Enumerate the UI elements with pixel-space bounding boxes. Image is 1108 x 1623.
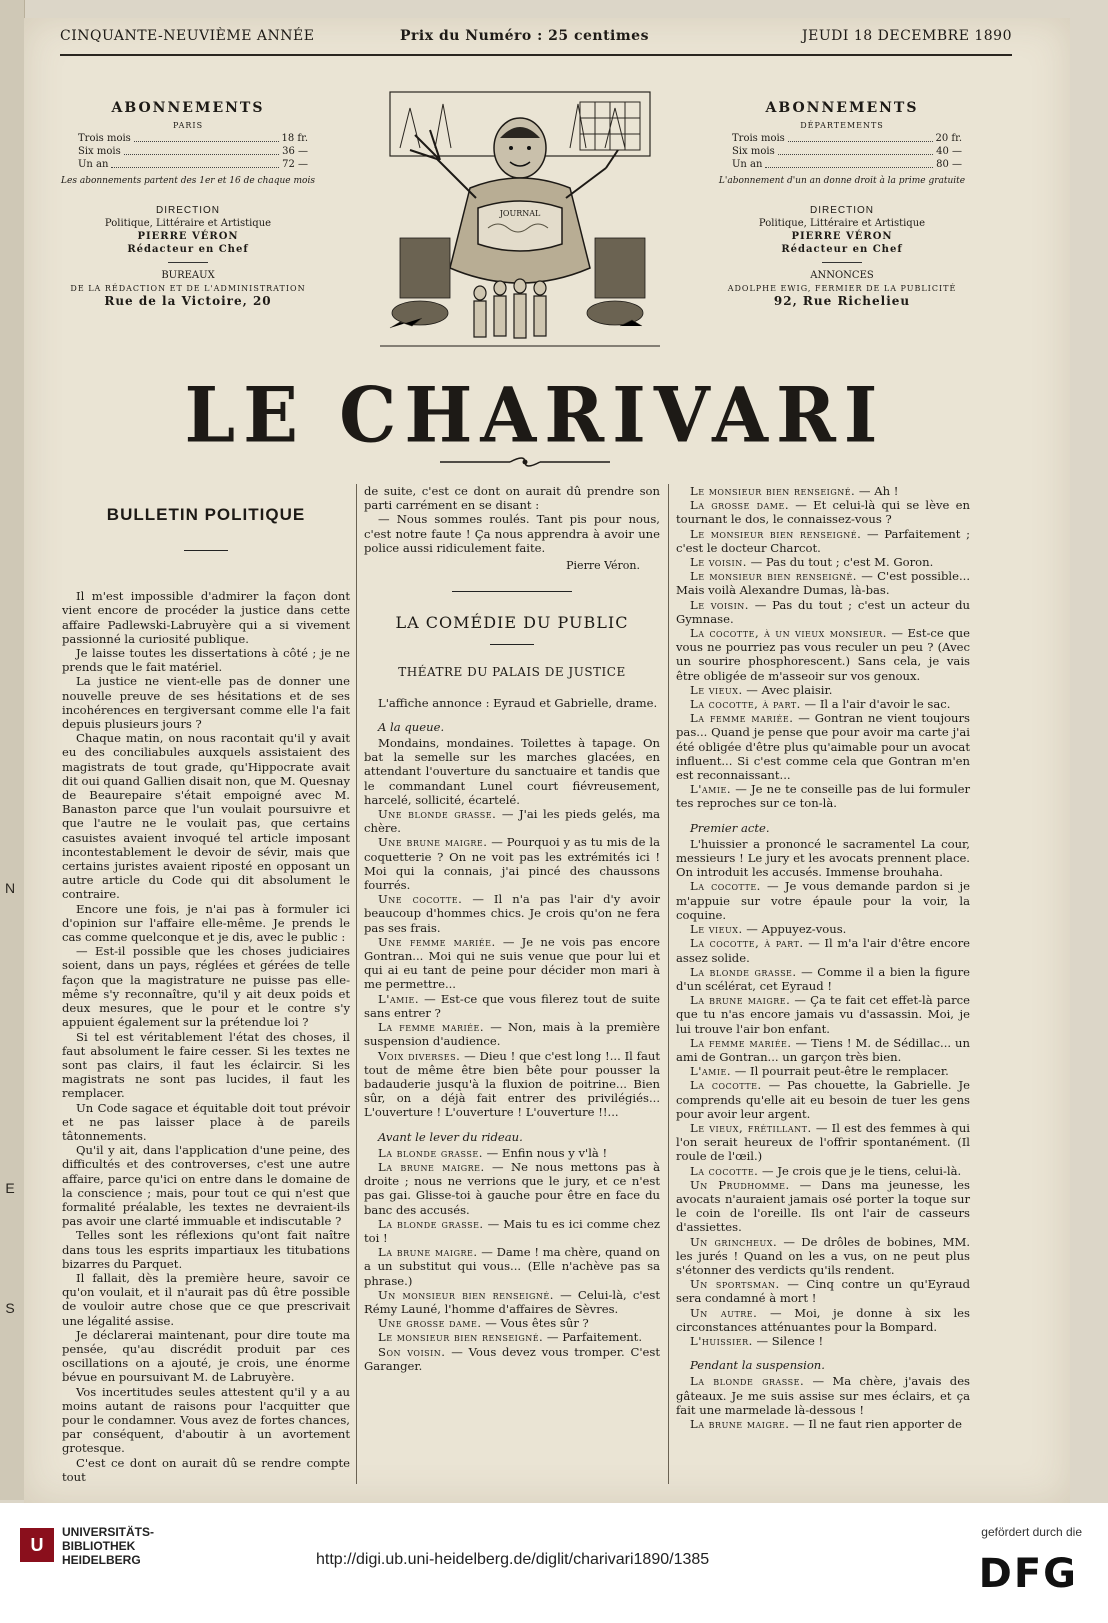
source-url[interactable]: http://digi.ub.uni-heidelberg.de/diglit/charivari1890/1385 [316, 1551, 710, 1568]
speaker: La brune maigre. [690, 993, 791, 1008]
dialogue-line [676, 1235, 970, 1278]
speaker: Une femme mariée. [378, 934, 496, 949]
subscription-note: Les abonnements partent des 1er et 16 de chaque mois [61, 176, 315, 186]
speech: — Je crois que je le tiens, celui-là. [758, 1163, 962, 1178]
speaker: L'amie. [690, 782, 732, 797]
speaker: Le monsieur bien renseigné. [378, 1330, 544, 1345]
speech: — Pas du tout ; c'est un acteur du Gymnase. [676, 597, 971, 626]
paragraph: — Nous sommes roulés. Tant pis pour nous, c'est notre faute ! Ça nous apprendra à avoir une police aussi ridiculement faite. [364, 512, 660, 555]
dialogue-line [364, 807, 660, 835]
director-name: PIERRE VÉRON [137, 231, 239, 242]
digitization-footer [0, 1503, 1108, 1623]
dialogue-line [676, 1417, 970, 1431]
speaker: L'amie. [378, 991, 420, 1006]
dialogue-line [676, 683, 970, 697]
illustration-label: JOURNAL [499, 209, 541, 218]
paragraph: Si tel est véritablement l'état des choses, il faut absolument le faire cesser. Si les textes ne sont pas clairs, il faut les éclaircir. Si les magistrats ne sont pas lucides, il faut les remplacer. [62, 1029, 350, 1101]
article-title: BULLETIN POLITIQUE [106, 505, 306, 524]
paragraph: La justice ne vient-elle pas de donner une nouvelle preuve de ses hésitations et de ses incohérences en tergiversant comme elle l'a fait depuis plusieurs jours ? [62, 674, 350, 732]
column-rule [668, 484, 669, 1484]
divider [452, 591, 572, 592]
subscription-departements [712, 102, 972, 308]
date-label: JEUDI 18 DECEMBRE 1890 [802, 28, 1012, 44]
subscription-title: ABONNEMENTS [765, 100, 919, 116]
dialogue-line [364, 1345, 660, 1373]
speaker: La cocotte. [690, 1163, 759, 1178]
speech: — Dame ! ma chère, quand on a un substitut qui vous... (Elle n'achève pas sa phrase.) [364, 1245, 660, 1288]
speaker: La blonde grasse. [378, 1216, 484, 1231]
speaker: Le monsieur bien renseigné. [690, 569, 857, 584]
speech: — Silence ! [752, 1333, 824, 1348]
speaker: Un monsieur bien renseigné. [378, 1287, 554, 1302]
dialogue-line [676, 711, 970, 782]
speech: — Tiens ! M. de Sédillac... un ami de Gontran... un garçon très bien. [676, 1035, 970, 1064]
speech: — J'ai les pieds gelés, ma chère. [364, 807, 660, 836]
subscription-title: ABONNEMENTS [111, 100, 265, 116]
speaker: Une brune maigre. [378, 835, 488, 850]
office-address: Rue de la Victoire, 20 [104, 294, 272, 308]
price-row: Un an 80 — [732, 159, 962, 170]
dialogue-line [364, 992, 660, 1020]
dialogue-line [676, 498, 970, 526]
speech: — Pourquoi y as tu mis de la coquetterie ? On ne voit pas les extrémités ici ! Moi qui la connais, j'ai pincé des chaussons fourrés. [364, 835, 660, 893]
dialogue-line [676, 922, 970, 936]
speaker: Un sportsman. [690, 1277, 780, 1292]
speaker: L'huissier. [690, 1333, 753, 1348]
subscription-region: DÉPARTEMENTS [800, 121, 884, 130]
price-row: Trois mois 20 fr. [732, 133, 962, 144]
speech: — Ah ! [855, 484, 899, 498]
speech: — Non, mais à la première suspension d'audience. [364, 1020, 660, 1049]
divider [168, 262, 208, 263]
dialogue-line [676, 965, 970, 993]
dialogue-line [364, 935, 660, 992]
dialogue-line [364, 1245, 660, 1288]
dialogue-line [676, 484, 970, 498]
direction-label: DIRECTION [156, 205, 220, 216]
speaker: La femme mariée. [378, 1020, 485, 1035]
divider [490, 644, 534, 645]
masthead-title: LE CHARIVARI [184, 369, 886, 460]
speech: — Je ne te conseille pas de lui formuler tes reproches sur ce ton-là. [676, 782, 970, 811]
speech: — Est-ce que vous filerez tout de suite sans entrer ? [364, 991, 660, 1020]
dialogue-line [676, 1064, 970, 1078]
section-heading: Pendant la suspension. [690, 1358, 825, 1373]
speech: — Vous devez vous tromper. C'est Garanger. [364, 1344, 660, 1373]
speaker: La grosse dame. [690, 498, 790, 513]
dialogue-line [676, 1164, 970, 1178]
speaker: La blonde grasse. [690, 964, 797, 979]
speech: — Ne nous mettons pas à droite ; nous ne verrions que le jury, et ce n'est pas gai. Glisse-toi à gauche pour être en face du banc des accusés. [364, 1159, 660, 1217]
speech: — Vous êtes sûr ? [481, 1316, 589, 1331]
speaker: Le voisin. [690, 597, 749, 612]
speaker: La cocotte, à part. [690, 697, 801, 712]
speaker: La brune maigre. [378, 1159, 485, 1174]
speech: — Pas chouette, la Gabrielle. Je comprends qu'elle ait eu besoin de tuer les gens pour avoir leur argent. [676, 1078, 970, 1121]
section-heading: Avant le lever du rideau. [378, 1129, 523, 1144]
speech: — Et celui-là qui se lève en tournant le dos, le connaissez-vous ? [676, 498, 970, 527]
speaker: La cocotte, à part. [690, 936, 804, 951]
column-rule [356, 484, 357, 1484]
paragraph: Chaque matin, on nous racontait qu'il y avait eu des conciliabules auxquels assistaient des magistrats de tout grade, qu'Hippocrate avait dit oui quand Gallien disait non, que M. Quesnay de Beaurepaire s'était empoigné avec M. Banaston parce que l'un voulait poursuivre et que l'autre ne le voulait pas, que certains casuistes avaient invoqué tel article imposant incontestablement le devoir de sévir, mais que certains juristes avaient riposté en opposant un autre article du Code qui dit absolument le contraire. [62, 731, 350, 902]
speaker: Un Prudhomme. [690, 1177, 790, 1192]
paragraph: Un Code sagace et équitable doit tout prévoir et ne pas laisser place à de pareils tâtonnements. [62, 1100, 350, 1143]
price-row: Un an 72 — [78, 159, 308, 170]
subscription-note: L'abonnement d'un an donne droit à la prime gratuite [718, 176, 966, 186]
masthead-ornament [440, 455, 610, 469]
paragraph: Je laisse toutes les dissertations à côté ; je ne prends que le fait matériel. [62, 646, 350, 675]
paragraph: Je déclarerai maintenant, pour dire toute ma pensée, qu'au discrédit produit par ces oscillations on a ajouté, je crois, une énorme bévue en poursuivant M. de Labruyère. [62, 1327, 350, 1385]
speaker: Une grosse dame. [378, 1316, 482, 1331]
dialogue-line [676, 936, 970, 964]
dialogue-line [364, 1049, 660, 1120]
dialogue-line [676, 782, 970, 810]
speech: — Il ne faut rien apporter de [789, 1417, 962, 1431]
dialogue-line [364, 1146, 660, 1160]
dialogue-block [676, 837, 970, 1348]
dialogue-line [676, 598, 970, 626]
speech: L'huissier a prononcé le sacramentel La cour, messieurs ! Le jury et les avocats prennent place. On introduit les accusés. Immense brouhaha. [676, 836, 970, 880]
dialogue-line [676, 993, 970, 1036]
dialogue-line [364, 736, 660, 807]
director-role: Rédacteur en Chef [781, 244, 903, 255]
speech: — Dieu ! que c'est long !... Il faut tout de même être bien bête pour pousser la badauderie jusqu'à la fluxion de poitrine... Bien sûr, on a déjà fait entrer des privilégiés... L'ouverture ! L'ouverture ! L'ouverture !!... [364, 1048, 660, 1120]
speech: — Est-ce que vous ne pourriez pas vous reculer un peu ? (Avec un sourire phosphorescent.) Sans cela, je vais être obligée de m'asseoir sur vos genoux. [676, 626, 970, 683]
paragraph: Qu'il y ait, dans l'application d'une peine, des difficultés et des controverses, c'est une autre affaire, parce qu'ici on entre dans le domaine de la conscience ; mais, pour tout ce qui n'est que formalité préalable, les textes ne devraient-ils pas avoir une clarté immuable et indiscutable ? [62, 1143, 350, 1229]
speaker: La cocotte. [690, 879, 761, 894]
speaker: La cocotte, à un vieux monsieur. [690, 626, 887, 641]
dialogue-line [676, 1277, 970, 1305]
dialogue-line [676, 1121, 970, 1164]
paragraph: de suite, c'est ce dont on aurait dû prendre son parti carrément en se disant : [364, 484, 660, 513]
speaker: Un grincheux. [690, 1234, 778, 1249]
speech: — Parfaitement ; c'est le docteur Charcot. [676, 526, 970, 555]
ads-sub: ADOLPHE EWIG, FERMIER DE LA PUBLICITÉ [727, 284, 957, 293]
speech: — Appuyez-vous. [742, 922, 847, 937]
dialogue-line [676, 569, 970, 597]
dialogue-line [364, 892, 660, 935]
dialogue-line [676, 555, 970, 569]
dialogue-line [364, 1316, 660, 1330]
article-title: LA COMÉDIE DU PUBLIC [395, 613, 629, 633]
speech: — Enfin nous y v'là ! [482, 1145, 608, 1160]
price-row: Six mois 36 — [78, 146, 308, 157]
speech: — Moi, je donne à six les circonstances atténuantes pour la Bompard. [676, 1305, 970, 1334]
director-name: PIERRE VÉRON [791, 231, 893, 242]
speaker: Voix diverses. [378, 1048, 461, 1063]
dialogue-line [364, 1020, 660, 1048]
masthead-illustration [380, 88, 660, 356]
dialogue-block [364, 1146, 660, 1373]
subscription-region: PARIS [172, 121, 204, 130]
direction-label: DIRECTION [810, 205, 874, 216]
speaker: Le vieux. [690, 682, 743, 697]
dialogue-line [364, 835, 660, 892]
section-heading: Premier acte. [690, 820, 770, 835]
speaker: Le voisin. [690, 555, 747, 570]
direction-sub: Politique, Littéraire et Artistique [758, 218, 926, 229]
director-role: Rédacteur en Chef [127, 244, 249, 255]
speaker: Un autre. [690, 1305, 758, 1320]
dialogue-line [676, 1334, 970, 1348]
dialogue-line [676, 1306, 970, 1334]
speech: — Je vous demande pardon si je m'appuie sur votre épaule pour la voir, la coquine. [676, 879, 970, 922]
speaker: Une blonde grasse. [378, 807, 497, 822]
speech: — Cinq contre un qu'Eyraud sera condamné à mort ! [676, 1277, 971, 1306]
paragraph: Il m'est impossible d'admirer la façon dont vient encore de procéder la justice dans cette affaire Padlewski-Labruyère qui a si vivement passionné la curiosité publique. [62, 589, 350, 646]
column-comedie-cont [676, 484, 970, 1431]
dialogue-block [676, 1374, 970, 1431]
speech: — Pas du tout ; c'est M. Goron. [746, 555, 934, 570]
speaker: La blonde grasse. [378, 1145, 483, 1160]
sponsor-note: gefördert durch die [981, 1525, 1082, 1539]
dialogue-line [676, 527, 970, 555]
strip-letter: N [4, 880, 16, 896]
section-heading: A la queue. [378, 719, 445, 734]
speech: — Gontran ne vient toujours pas... Quand je pense que pour avoir ma carte j'ai été obligée d'être plus qu'aimable pour un avocat influent... Si c'est comme cela que Gontran m'en est reconnaissant... [676, 711, 970, 783]
speech: — Il n'a pas l'air d'y avoir beaucoup d'hommes chics. Je crois qu'on ne fera pas ses frais. [364, 892, 660, 935]
speech: — Ça te fait cet effet-là parce que tu n'as encore jamais vu d'assassin. Moi, je lui trouve l'air bon enfant. [676, 993, 970, 1036]
paragraph: — Est-il possible que les choses judiciaires soient, dans un pays, réglées et gérées de telle façon que la magistrature ne puisse pas elle-même s'y reconnaître, qu'il y ait deux poids et deux mesures, que le pour et le contre s'y appuient également sur la prétendue loi ? [62, 944, 350, 1030]
speech: — Mais tu es ici comme chez toi ! [364, 1216, 660, 1245]
university-name: UNIVERSITÄTS- BIBLIOTHEK HEIDELBERG [62, 1525, 155, 1567]
dialogue-line [364, 1330, 660, 1344]
author-signature: Pierre Véron. [566, 559, 640, 573]
affiche-line: L'affiche annonce : Eyraud et Gabrielle, drame. [378, 695, 658, 710]
university-logo: U [20, 1528, 54, 1562]
dialogue-line [676, 1078, 970, 1121]
paragraph: Vos incertitudes seules attestent qu'il y a au moins autant de raisons pour l'acquitter que pour le condamner. Vous avez de fortes chances, par conséquent, d'aboutir à un avortement grotesque. [62, 1384, 350, 1456]
divider [184, 550, 228, 551]
divider [822, 262, 862, 263]
speech: — Parfaitement. [543, 1330, 643, 1345]
speaker: La femme mariée. [690, 1035, 792, 1050]
offices-label: BUREAUX [161, 270, 215, 281]
dialogue-block [676, 484, 970, 811]
speech: — De drôles de bobines, MM. les jurés ! Quand on les a vus, on ne peut plus s'étonner des verdicts qu'ils rendent. [676, 1234, 971, 1277]
dialogue-line [676, 697, 970, 711]
speaker: Le monsieur bien renseigné. [690, 484, 856, 498]
speaker: Son voisin. [378, 1344, 446, 1359]
ads-label: ANNONCES [810, 270, 874, 281]
dialogue-line [364, 1160, 660, 1217]
speaker: La blonde grasse. [690, 1374, 805, 1389]
dfg-logo: DFG [978, 1551, 1078, 1597]
speaker: La cocotte. [690, 1078, 762, 1093]
offices-sub: DE LA RÉDACTION ET DE L'ADMINISTRATION [70, 284, 306, 293]
speech: — Comme il a bien la figure d'un scélérat, cet Eyraud ! [676, 964, 970, 993]
dialogue-line [676, 1036, 970, 1064]
speech: — Ma chère, j'avais des gâteaux. Je me suis assise sur mes éclairs, et ça fait une marmelade là-dessous ! [676, 1374, 971, 1417]
speech: — Celui-là, c'est Rémy Launé, l'homme d'affaires de Sèvres. [364, 1287, 661, 1316]
speech: — Il pourrait peut-être le remplacer. [731, 1064, 949, 1079]
direction-sub: Politique, Littéraire et Artistique [104, 218, 272, 229]
speech: Mondains, mondaines. Toilettes à tapage. On bat la semelle sur les marches glacées, en attendant l'ouverture du sanctuaire et tandis que le commandant Lunel court fiévreusement, harcelé, sollicité, écartelé. [364, 736, 660, 807]
paragraph: Il fallait, dès la première heure, savoir ce qu'on voulait, et il n'aurait pas dû être possible de vouloir autre chose que ce que prescrivait une légalité assise. [62, 1270, 350, 1328]
subscription-paris [58, 102, 318, 308]
year-label: CINQUANTE-NEUVIÈME ANNÉE [60, 28, 315, 44]
speech: — Il a l'air d'avoir le sac. [800, 697, 951, 712]
strip-letter: S [5, 1300, 15, 1316]
dialogue-line [676, 1374, 970, 1417]
dialogue-line [676, 626, 970, 683]
dialogue-line [364, 1288, 660, 1316]
price-row: Six mois 40 — [732, 146, 962, 157]
ads-address: 92, Rue Richelieu [773, 294, 911, 308]
dialogue-line [676, 1178, 970, 1235]
column-bulletin [62, 505, 350, 1484]
speaker: L'amie. [690, 1064, 732, 1079]
binding-strip [0, 0, 25, 1500]
dialogue-line [676, 879, 970, 922]
speech: — Il est des femmes à qui l'on serait heureux de l'offrir spontanément. (Il roule de l'œil.) [676, 1120, 970, 1164]
header-line [60, 28, 1012, 56]
speech: — Avec plaisir. [742, 682, 833, 697]
price-label: Prix du Numéro : 25 centimes [400, 28, 649, 44]
column-comedie [364, 484, 660, 1373]
paragraph: Encore une fois, je n'ai pas à formuler ici d'opinion sur l'affaire elle-même. Je prends le cas comme quelconque et je dis, avec le public : [62, 901, 350, 945]
paragraph: Telles sont les réflexions qu'ont fait naître dans tous les esprits impartiaux les titubations bizarres du Parquet. [62, 1228, 350, 1271]
price-row: Trois mois 18 fr. [78, 133, 308, 144]
article-subtitle: THÉATRE DU PALAIS DE JUSTICE [398, 665, 626, 680]
speaker: Le vieux, frétillant. [690, 1120, 812, 1135]
speech: — Dans ma jeunesse, les avocats n'auraient jamais osé porter la toque sur le coin de l'oreille. Ils ont l'air de casseurs d'assiettes. [676, 1177, 970, 1235]
dialogue-line [676, 837, 970, 880]
dialogue-line [364, 1217, 660, 1245]
speaker: La brune maigre. [378, 1245, 478, 1260]
strip-letter: E [5, 1180, 15, 1196]
speaker: La brune maigre. [690, 1417, 790, 1431]
dialogue-block [364, 736, 660, 1119]
speaker: Une cocotte. [378, 892, 463, 907]
speaker: Le vieux. [690, 922, 743, 937]
paragraph: C'est ce dont on aurait dû se rendre compte tout [62, 1455, 350, 1484]
speaker: Le monsieur bien renseigné. [690, 526, 862, 541]
speech: — C'est possible... Mais voilà Alexandre Dumas, là-bas. [676, 569, 970, 598]
speech: — Il m'a l'air d'être encore assez solide. [676, 936, 970, 965]
speech: — Je ne vois pas encore Gontran... Moi qui ne suis venue que pour lui et qui ai eu tant de peine pour décider mon mari à me permettre... [364, 934, 660, 992]
speaker: La femme mariée. [690, 711, 794, 726]
